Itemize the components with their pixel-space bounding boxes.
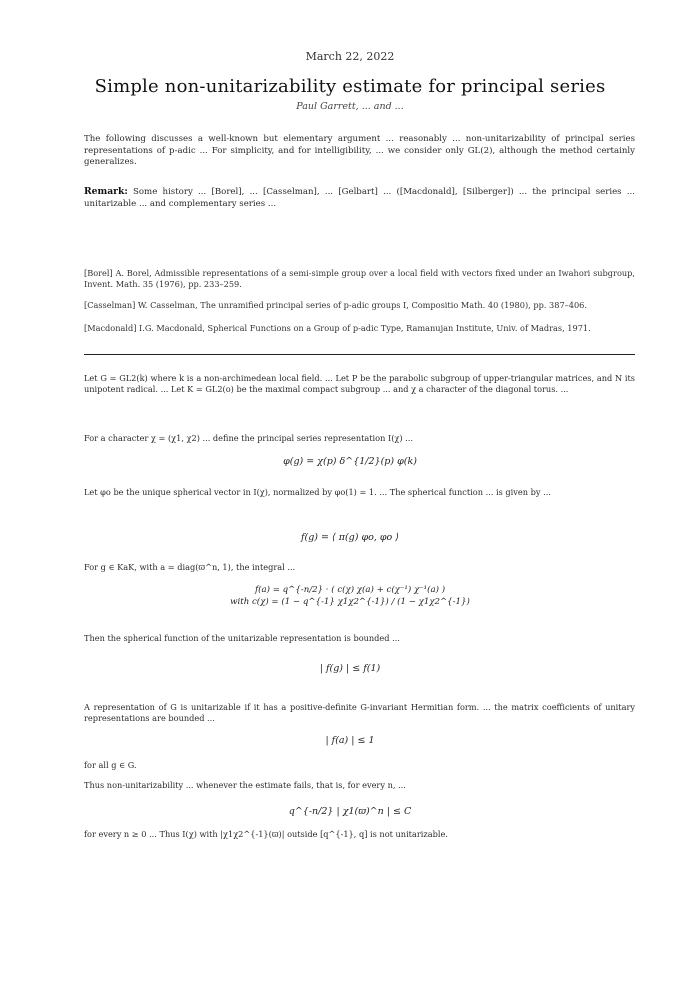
remark-label: Remark: [84, 186, 128, 197]
equation-5: | f(a) | ≤ 1 [325, 735, 375, 746]
reference-item: [Casselman] W. Casselman, The unramified principal series of p-adic groups I, Compositio Math. 40 (1980), pp. 387–406. [84, 300, 587, 310]
remark-text: Some history ... [Borel], ... [Casselman], ... [Gelbart] ... ([Macdonald], [Silberger]) ... the principal series ... unitarizable ... and complementary series ... [84, 187, 635, 209]
reference-item: [Borel] A. Borel, Admissible representations of a semi-simple group over a local field with vectors fixed under an Iwahori subgroup, Invent. Math. 35 (1976), pp. 233–259. [84, 268, 635, 289]
remark-paragraph [84, 186, 635, 210]
body-paragraph-2: For a character χ = (χ1, χ2) ... define the principal series representation I(χ) ... [84, 433, 413, 443]
equation-1: φ(g) = χ(p) δ^{1/2}(p) φ(k) [283, 456, 417, 467]
body-paragraph-7: for all g ∈ G. [84, 760, 137, 770]
paper-authors: Paul Garrett, ... and ... [296, 101, 404, 112]
body-paragraph-6: A representation of G is unitarizable if it has a positive-definite G-invariant Hermitian form. ... the matrix coefficients of unitary representations are bounded ... [84, 702, 635, 724]
body-paragraph-4: For g ∈ KaK, with a = diag(ϖ^n, 1), the integral ... [84, 562, 296, 572]
paper-date: March 22, 2022 [305, 50, 395, 63]
equation-6: q^{-n/2} | χ1(ϖ)^n | ≤ C [288, 806, 412, 817]
body-paragraph-9: for every n ≥ 0 ... Thus I(χ) with |χ1χ2^{-1}(ϖ)| outside [q^{-1}, q] is not unitarizable. [84, 829, 448, 839]
paper-title: Simple non-unitarizability estimate for principal series [94, 76, 606, 97]
equation-3-continued: with c(χ) = (1 − q^{-1} χ1χ2^{-1}) / (1 − χ1χ2^{-1}) [230, 597, 470, 607]
section-divider [84, 354, 635, 355]
body-paragraph-1: Let G = GL2(k) where k is a non-archimedean local field. ... Let P be the parabolic subgroup of upper-triangular matrices, and N its unipotent radical. ... Let K = GL2(o) be the maximal compact subgroup ... and χ a character of the diagonal torus. ... [84, 373, 635, 395]
equation-3: f(a) = q^{-n/2} · ( c(χ) χ(a) + c(χ⁻¹) χ⁻¹(a) ) [254, 585, 446, 595]
body-paragraph-8: Thus non-unitarizability ... whenever the estimate fails, that is, for every n, ... [84, 780, 406, 790]
body-paragraph-3: Let φo be the unique spherical vector in I(χ), normalized by φo(1) = 1. ... The spherical function ... is given by ... [84, 487, 551, 497]
body-paragraph-5: Then the spherical function of the unitarizable representation is bounded ... [84, 633, 400, 643]
reference-item: [Macdonald] I.G. Macdonald, Spherical Functions on a Group of p-adic Type, Ramanujan Institute, Univ. of Madras, 1971. [84, 323, 591, 333]
equation-2: f(g) = ⟨ π(g) φo, φo ⟩ [300, 532, 399, 543]
abstract-paragraph: The following discusses a well-known but elementary argument ... reasonably ... non-unitarizability of principal series representations of p-adic ... For simplicity, and for intelligibility, ... we consider only GL(2), although the method certainly generalizes. [84, 134, 635, 168]
equation-4: | f(g) | ≤ f(1) [319, 663, 381, 674]
